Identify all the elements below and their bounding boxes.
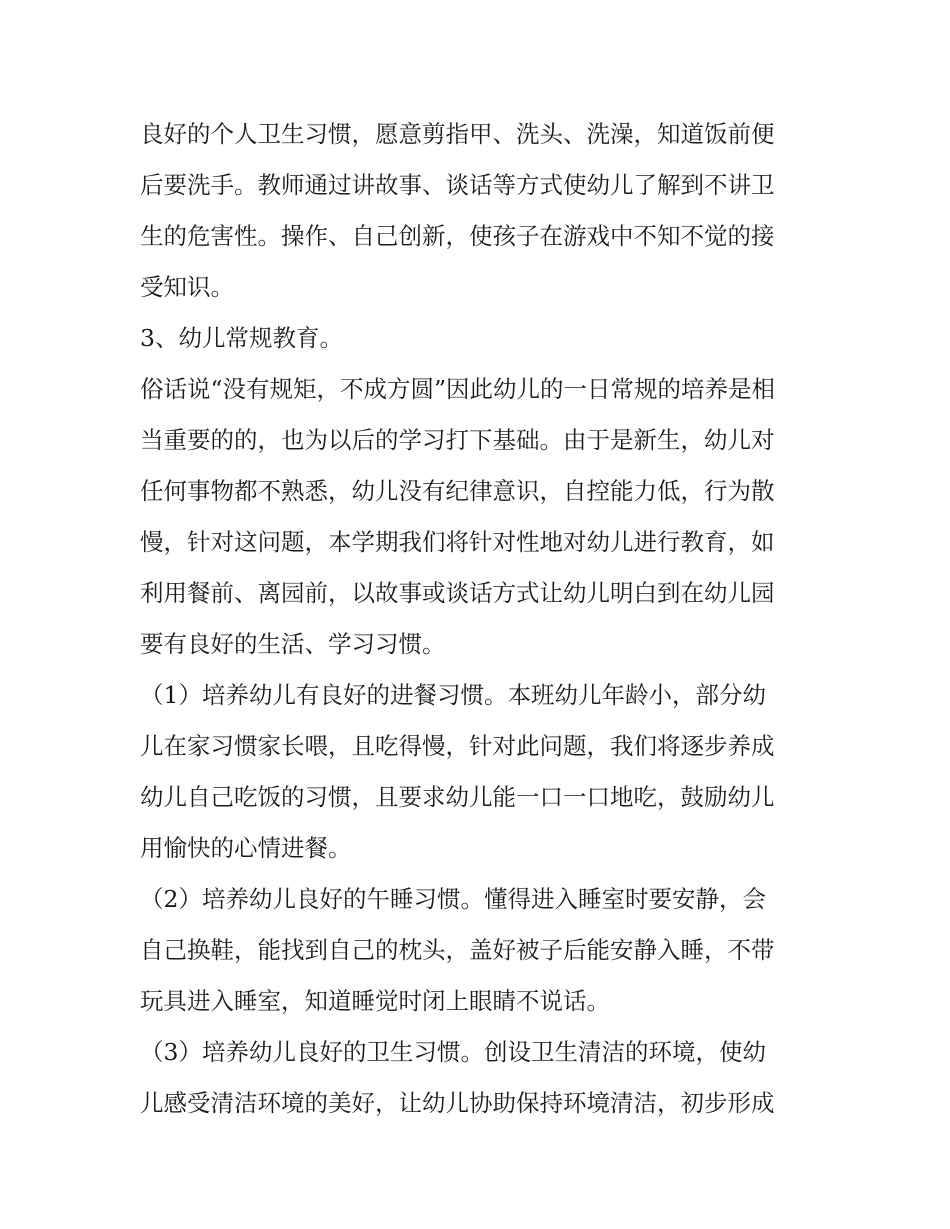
text-line: 要有良好的生活、学习习惯。: [140, 630, 446, 658]
text-line: 俗话说“没有规矩，不成方圆”因此幼儿的一日常规的培养是相: [140, 375, 776, 403]
text-line: 生的危害性。操作、自己创新，使孩子在游戏中不知不觉的接: [140, 222, 775, 250]
text-line: 当重要的的，也为以后的学习打下基础。由于是新生，幼儿对: [140, 426, 775, 454]
document-body: [140, 109, 820, 1129]
text-line: 用愉快的心情进餐。: [140, 834, 352, 862]
text-line: 后要洗手。教师通过讲故事、谈话等方式使幼儿了解到不讲卫: [140, 171, 775, 199]
text-line: 受知识。: [140, 273, 234, 301]
text-line: 利用餐前、离园前，以故事或谈话方式让幼儿明白到在幼儿园: [140, 579, 775, 607]
text-line: 良好的个人卫生习惯，愿意剪指甲、洗头、洗澡，知道饭前便: [140, 120, 775, 148]
section-heading: 3、幼儿常规教育。: [140, 324, 343, 352]
text-line: 幼儿自己吃饭的习惯，且要求幼儿能一口一口地吃，鼓励幼儿: [140, 783, 775, 811]
text-line: 自己换鞋，能找到自己的枕头，盖好被子后能安静入睡，不带: [140, 936, 775, 964]
text-line: 儿感受清洁环境的美好，让幼儿协助保持环境清洁，初步形成: [140, 1089, 775, 1117]
text-line: 慢，针对这问题，本学期我们将针对性地对幼儿进行教育，如: [140, 528, 775, 556]
text-line: 玩具进入睡室，知道睡觉时闭上眼睛不说话。: [140, 987, 610, 1015]
list-item-1-line: （1）培养幼儿有良好的进餐习惯。本班幼儿年龄小，部分幼: [140, 681, 766, 709]
text-line: 任何事物都不熟悉，幼儿没有纪律意识，自控能力低，行为散: [140, 477, 775, 505]
text-line: 儿在家习惯家长喂，且吃得慢，针对此问题，我们将逐步养成: [140, 732, 775, 760]
list-item-2-line: （2）培养幼儿良好的午睡习惯。懂得进入睡室时要安静，会: [140, 885, 766, 913]
list-item-3-line: （3）培养幼儿良好的卫生习惯。创设卫生清洁的环境，使幼: [140, 1038, 766, 1066]
